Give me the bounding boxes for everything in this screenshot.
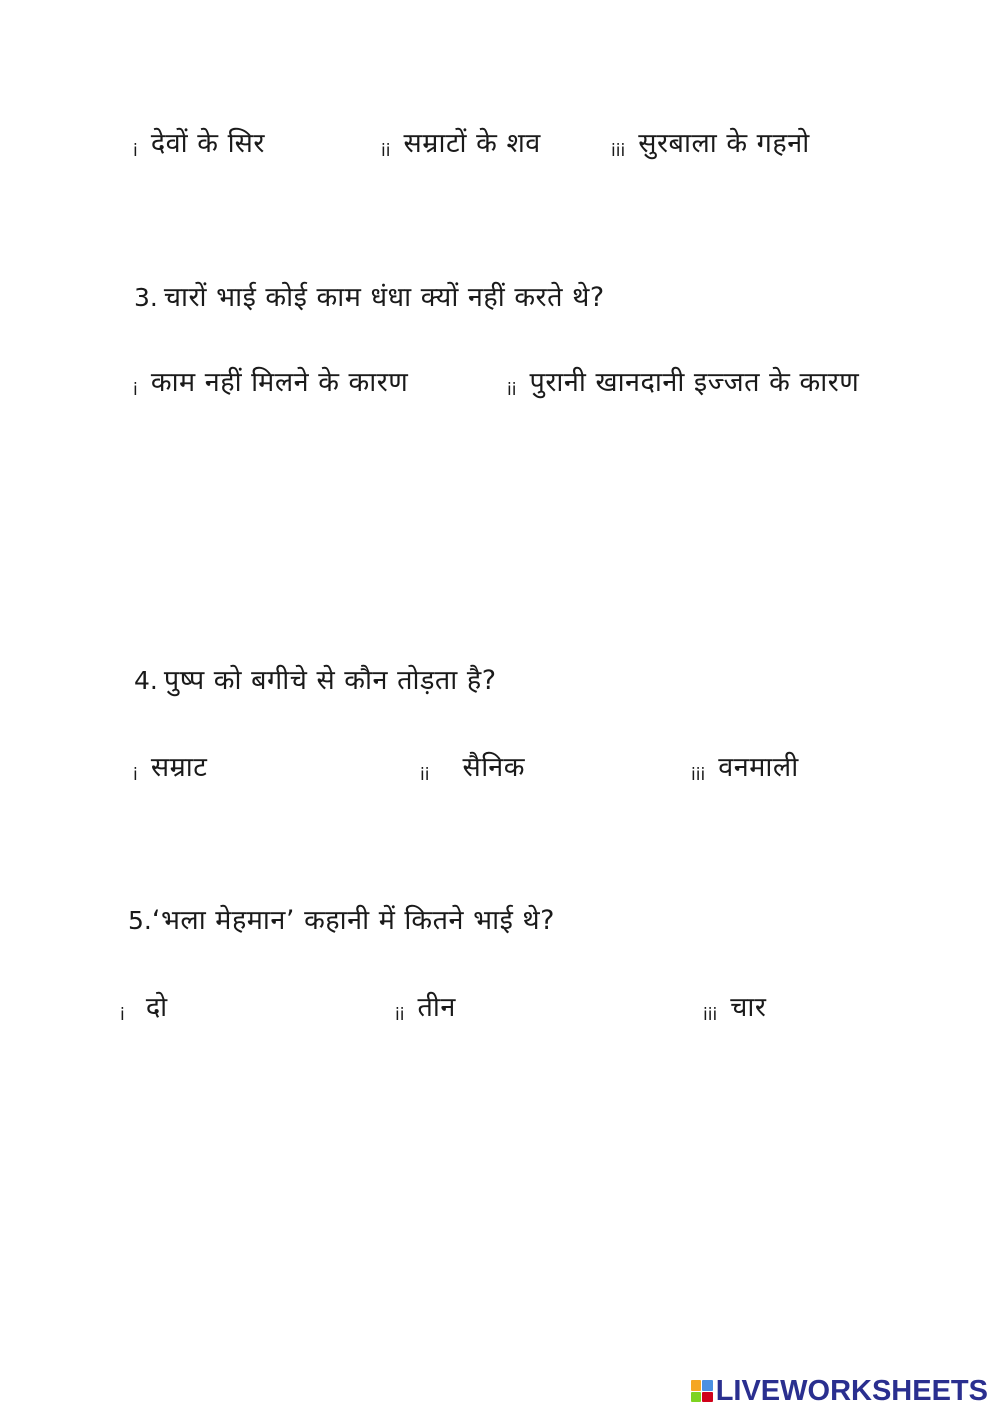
- option-text: सैनिक: [462, 752, 526, 783]
- liveworksheets-icon: [691, 1380, 713, 1402]
- question-text: ‘भला मेहमान’ कहानी में कितने भाई थे?: [151, 905, 556, 936]
- option-text: चार: [730, 992, 767, 1023]
- question-number: 5.: [128, 906, 152, 935]
- option-number: ii: [381, 141, 391, 161]
- option-number: i: [133, 141, 138, 161]
- question-number: 3.: [134, 283, 158, 312]
- question-number: 4.: [134, 666, 158, 695]
- liveworksheets-logo[interactable]: [691, 1374, 988, 1408]
- option-text: पुरानी खानदानी इज्जत के कारण: [529, 367, 860, 398]
- q4-option-2[interactable]: [420, 751, 525, 792]
- option-text: देवों के सिर: [150, 128, 265, 159]
- q5-option-3[interactable]: [703, 991, 766, 1032]
- q2-option-1[interactable]: [133, 127, 265, 168]
- q4-option-1[interactable]: [133, 751, 207, 792]
- question-text: चारों भाई कोई काम धंधा क्यों नहीं करते थे?: [163, 282, 605, 313]
- q5-option-2[interactable]: [395, 991, 456, 1032]
- question-3: [134, 281, 605, 315]
- option-number: ii: [395, 1005, 405, 1025]
- option-text: सम्राटों के शव: [403, 128, 541, 159]
- q3-option-1[interactable]: [133, 366, 408, 407]
- option-text: सम्राट: [150, 752, 208, 783]
- option-number: ii: [420, 765, 430, 785]
- icon-square: [691, 1380, 702, 1391]
- q5-option-1[interactable]: [120, 991, 168, 1032]
- option-number: ii: [507, 380, 517, 400]
- option-text: तीन: [417, 992, 456, 1023]
- q3-option-2[interactable]: [507, 366, 859, 407]
- option-number: iii: [611, 141, 626, 161]
- brand-name: LIVEWORKSHEETS: [715, 1374, 988, 1407]
- option-number: i: [120, 1005, 125, 1025]
- question-4: [134, 664, 497, 698]
- q2-option-2[interactable]: [381, 127, 541, 168]
- option-number: i: [133, 765, 138, 785]
- question-5: [128, 904, 555, 938]
- option-text: दो: [145, 992, 168, 1023]
- option-number: iii: [691, 765, 706, 785]
- q2-option-3[interactable]: [611, 127, 810, 168]
- icon-square: [702, 1392, 713, 1403]
- option-text: वनमाली: [718, 752, 799, 783]
- q4-option-3[interactable]: [691, 751, 799, 792]
- option-number: i: [133, 380, 138, 400]
- option-text: काम नहीं मिलने के कारण: [150, 367, 409, 398]
- question-text: पुष्प को बगीचे से कौन तोड़ता है?: [163, 665, 497, 696]
- icon-square: [702, 1380, 713, 1391]
- icon-square: [691, 1392, 702, 1403]
- option-number: iii: [703, 1005, 718, 1025]
- option-text: सुरबाला के गहनो: [638, 128, 810, 159]
